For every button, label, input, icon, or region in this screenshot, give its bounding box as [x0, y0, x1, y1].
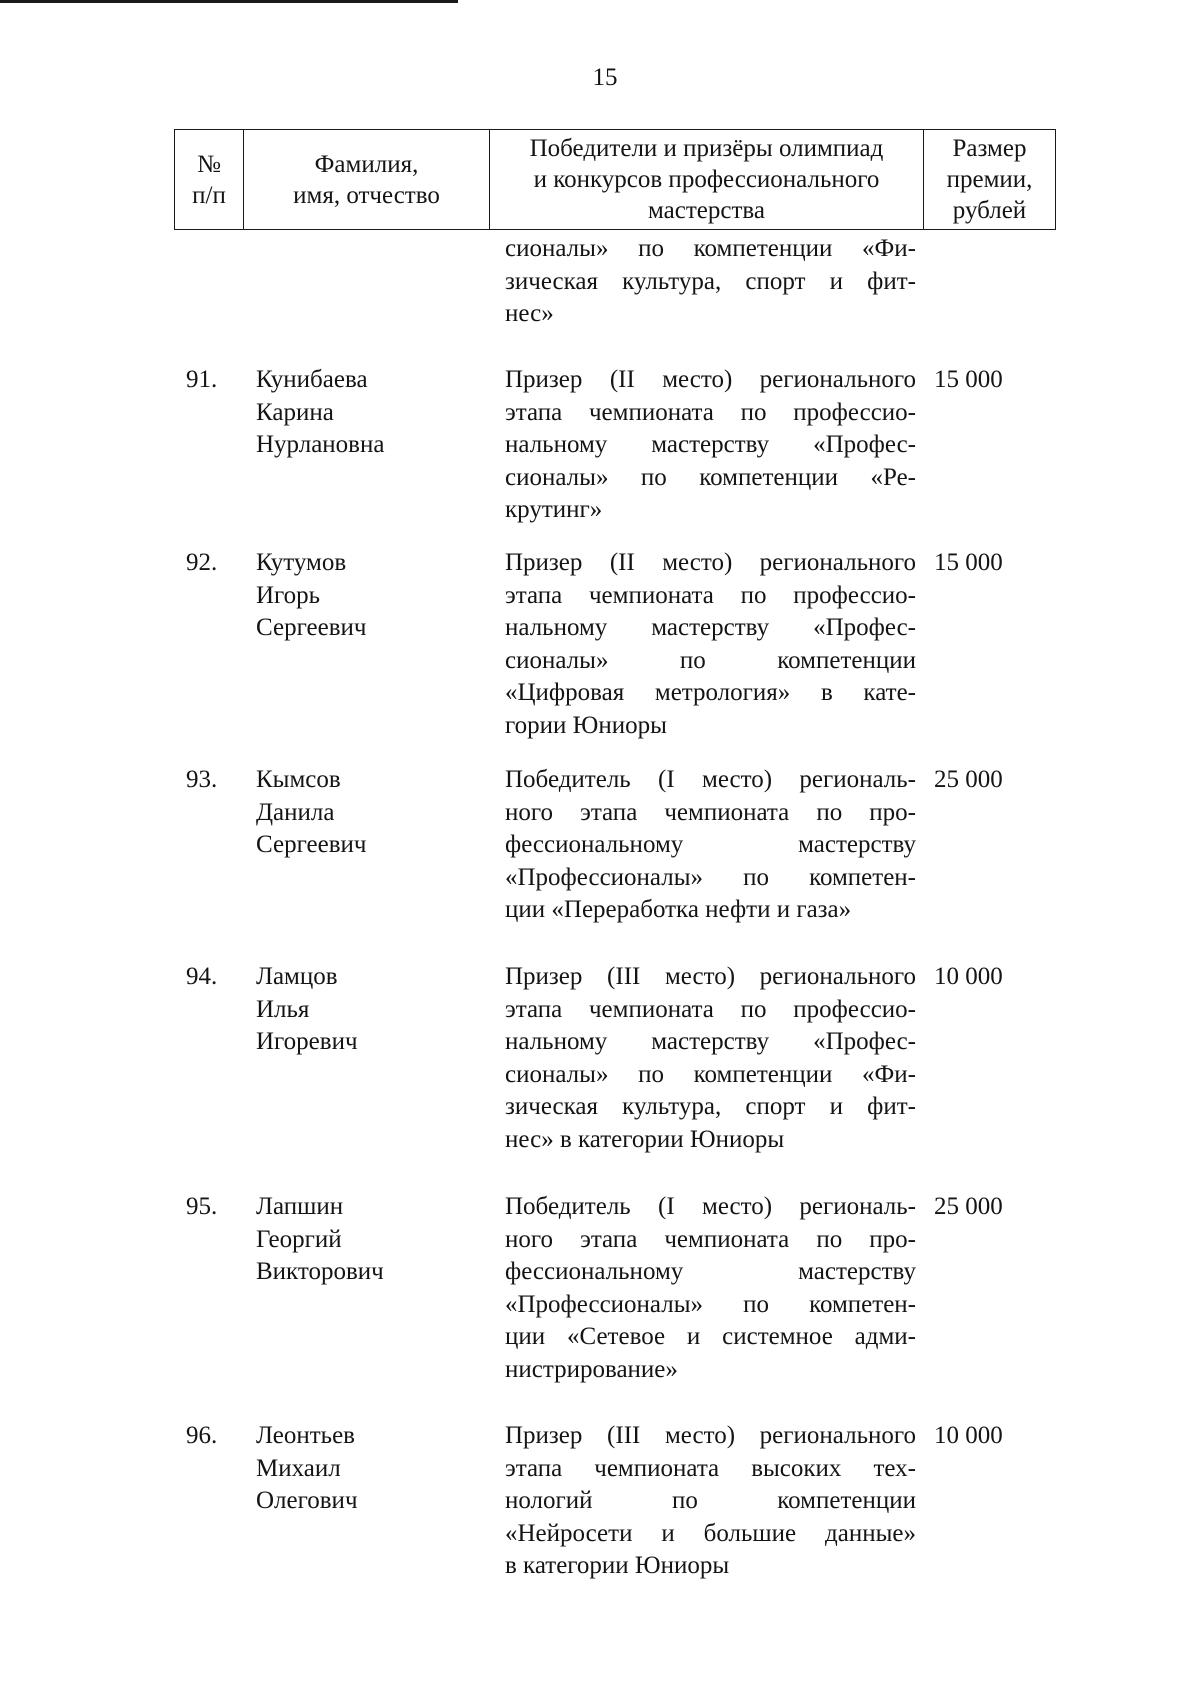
header-number-line: №	[197, 150, 221, 178]
description-line: Призер (II место) регионального	[505, 366, 916, 393]
description-line: гории Юниоры	[505, 711, 667, 739]
row-prize: 10 000	[934, 963, 1003, 990]
header-description-line: Победители и призёры олимпиад	[529, 135, 884, 162]
description-line: нальному мастерству «Профес-	[505, 614, 916, 641]
scan-edge-line	[0, 0, 458, 3]
name-line: Кунибаева	[256, 366, 368, 393]
description-line: «Нейросети и большие данные»	[505, 1519, 916, 1547]
row-description	[505, 961, 916, 1156]
header-name-line: Фамилия,	[314, 150, 419, 178]
description-line: ции «Переработка нефти и газа»	[505, 896, 852, 923]
row-prize: 25 000	[934, 1193, 1003, 1220]
row-number: 91.	[186, 366, 218, 393]
row-prize: 15 000	[934, 366, 1003, 393]
row-prize: 25 000	[934, 766, 1003, 793]
description-line: сионалы» по компетенции	[505, 646, 916, 674]
description-line: в категории Юниоры	[505, 1552, 730, 1579]
header-description-line: и конкурсов профессионального	[533, 166, 880, 193]
description-line: этапа чемпионата по профессио-	[505, 995, 916, 1023]
row-prize: 15 000	[934, 549, 1003, 576]
description-line: «Цифровая метрология» в кате-	[505, 679, 916, 706]
row-number: 93.	[186, 766, 218, 793]
header-prize	[924, 130, 1056, 230]
name-line: Георгий	[256, 1225, 342, 1253]
description-line: крутинг»	[505, 496, 603, 523]
description-line: Призер (III место) регионального	[505, 963, 916, 990]
description-line: нес»	[505, 300, 554, 327]
name-line: Кымсов	[256, 766, 341, 793]
name-line: Леонтьев	[256, 1422, 355, 1449]
name-line: Карина	[256, 398, 334, 426]
description-line: этапа чемпионата высоких тех-	[505, 1454, 916, 1482]
description-line: ного этапа чемпионата по про-	[505, 798, 916, 826]
description-line: сионалы» по компетенции «Фи-	[505, 235, 916, 262]
row-number: 96.	[186, 1422, 218, 1449]
row-number: 92.	[186, 549, 218, 576]
description-line: «Профессионалы» по компетен-	[505, 863, 916, 891]
description-line: Победитель (I место) региональ-	[505, 766, 916, 793]
header-name-line: имя, отчество	[293, 181, 440, 209]
name-line: Ламцов	[256, 963, 338, 990]
header-prize-line: премии,	[946, 166, 1033, 193]
description-line: Победитель (I место) региональ-	[505, 1193, 916, 1220]
header-prize-line: рублей	[952, 197, 1027, 224]
row-name	[256, 1191, 486, 1289]
row-number: 95.	[186, 1193, 218, 1220]
name-line: Лапшин	[256, 1193, 344, 1220]
header-description	[490, 130, 924, 230]
name-line: Викторович	[256, 1258, 384, 1285]
description-line: нистрирование»	[505, 1355, 678, 1383]
description-line: фессиональному мастерству	[505, 831, 916, 858]
name-line: Данила	[256, 798, 335, 826]
description-line: нес» в категории Юниоры	[505, 1125, 785, 1153]
row-description	[505, 764, 916, 927]
description-line: ного этапа чемпионата по про-	[505, 1225, 916, 1253]
description-line: этапа чемпионата по профессио-	[505, 398, 916, 426]
description-line: нологий по компетенции	[505, 1487, 916, 1514]
header-number	[175, 130, 244, 230]
header-name	[244, 130, 490, 230]
name-line: Михаил	[256, 1454, 341, 1482]
description-line: нальному мастерству «Профес-	[505, 1028, 916, 1055]
description-line: Призер (III место) регионального	[505, 1422, 916, 1449]
description-line: сионалы» по компетенции «Ре-	[505, 463, 916, 491]
table-header	[174, 129, 1056, 230]
row-name	[256, 961, 486, 1059]
description-line: фессиональному мастерству	[505, 1258, 916, 1285]
row-name	[256, 764, 486, 862]
row-name	[256, 1420, 486, 1518]
continuation-description	[505, 233, 916, 331]
description-line: нальному мастерству «Профес-	[505, 431, 916, 458]
row-number: 94.	[186, 963, 218, 990]
row-prize: 10 000	[934, 1422, 1003, 1449]
name-line: Кутумов	[256, 549, 347, 576]
description-line: «Профессионалы» по компетен-	[505, 1290, 916, 1318]
name-line: Сергеевич	[256, 831, 367, 858]
page-number: 15	[592, 64, 618, 91]
row-description	[505, 547, 916, 742]
description-line: Призер (II место) регионального	[505, 549, 916, 576]
description-line: сионалы» по компетенции «Фи-	[505, 1060, 916, 1088]
description-line: этапа чемпионата по профессио-	[505, 581, 916, 609]
name-line: Игоревич	[256, 1028, 358, 1055]
description-line: зическая культура, спорт и фит-	[505, 1093, 916, 1120]
header-number-line: п/п	[192, 181, 226, 209]
description-line: ции «Сетевое и системное адми-	[505, 1323, 916, 1350]
row-name	[256, 547, 486, 645]
header-description-line: мастерства	[648, 197, 765, 224]
row-description	[505, 364, 916, 527]
name-line: Нурлановна	[256, 431, 385, 458]
header-prize-line: Размер	[952, 135, 1027, 162]
row-description	[505, 1191, 916, 1386]
name-line: Илья	[256, 995, 310, 1023]
name-line: Сергеевич	[256, 614, 367, 641]
row-name	[256, 364, 486, 462]
row-description	[505, 1420, 916, 1583]
name-line: Игорь	[256, 581, 321, 609]
name-line: Олегович	[256, 1487, 358, 1514]
description-line: зическая культура, спорт и фит-	[505, 267, 916, 295]
